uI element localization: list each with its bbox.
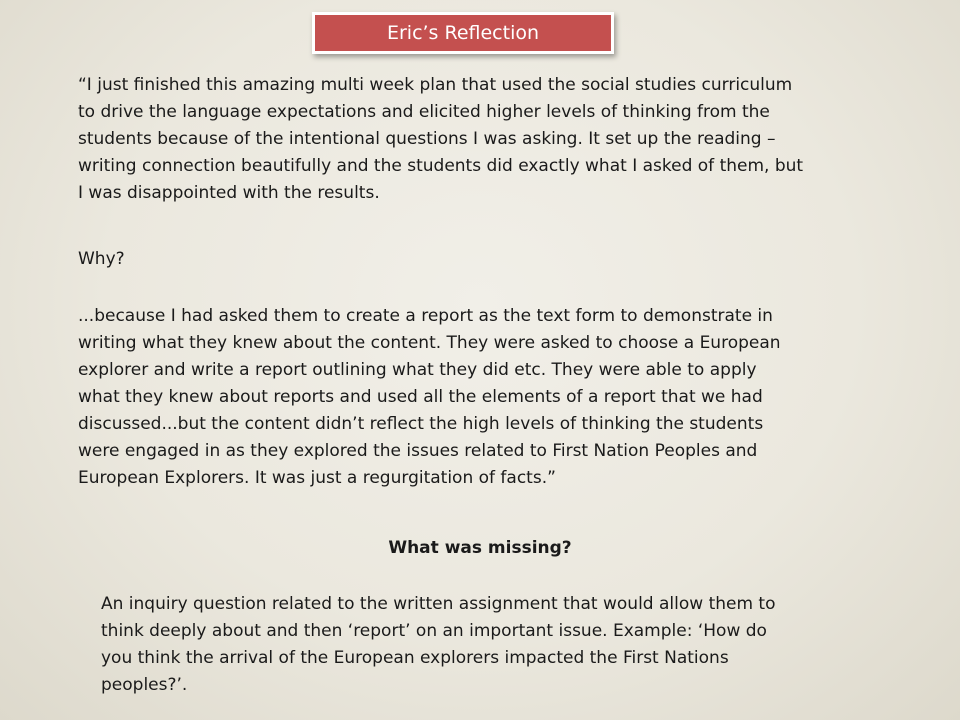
text-line: explorer and write a report outlining what they did etc. They were able to apply (78, 360, 757, 380)
text-line: you think the arrival of the European explorers impacted the First Nations (101, 648, 729, 668)
why-question: Why? (78, 249, 125, 269)
text-line: writing what they knew about the content. They were asked to choose a European (78, 333, 781, 353)
text-line: were engaged in as they explored the issues related to First Nation Peoples and (78, 441, 758, 461)
text-line: writing connection beautifully and the students did exactly what I asked of them, but (78, 156, 804, 176)
text-line: I was disappointed with the results. (78, 183, 380, 203)
text-line: think deeply about and then ‘report’ on an important issue. Example: ‘How do (101, 621, 767, 641)
answer-paragraph (101, 591, 776, 699)
text-line: An inquiry question related to the written assignment that would allow them to (101, 594, 776, 614)
text-line: ...because I had asked them to create a report as the text form to demonstrate in (78, 306, 773, 326)
text-line: what they knew about reports and used all the elements of a report that we had (78, 387, 763, 407)
slide-title: Eric’s Reflection (312, 12, 614, 54)
text-line: peoples?’. (101, 675, 188, 695)
missing-heading: What was missing? (388, 538, 572, 558)
text-line: to drive the language expectations and elicited higher levels of thinking from the (78, 102, 770, 122)
text-line: students because of the intentional questions I was asking. It set up the reading – (78, 129, 776, 149)
because-paragraph (78, 303, 781, 492)
text-line: discussed...but the content didn’t reflect the high levels of thinking the students (78, 414, 764, 434)
text-line: “I just finished this amazing multi week plan that used the social studies curriculum (78, 75, 793, 95)
text-line: European Explorers. It was just a regurgitation of facts.” (78, 468, 556, 488)
quote-paragraph (78, 72, 803, 207)
